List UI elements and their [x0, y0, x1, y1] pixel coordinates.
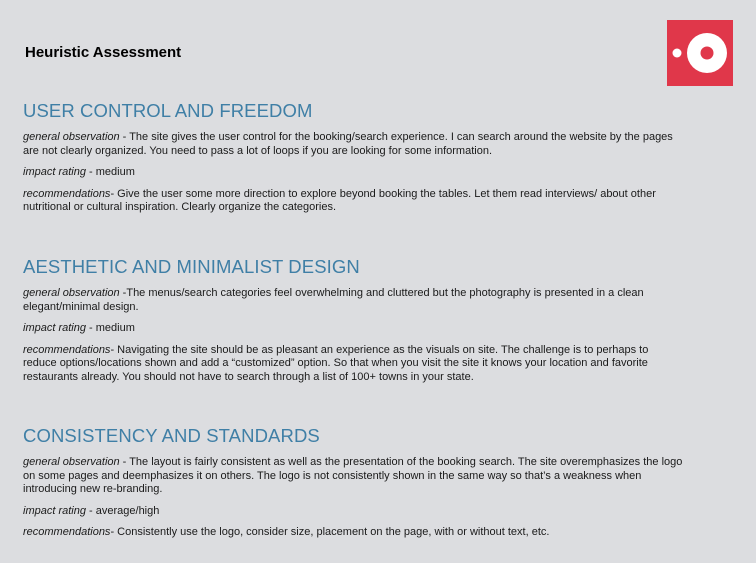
- recommendations-text: - Consistently use the logo, consider size, placement on the page, with or without text, etc.: [110, 526, 550, 539]
- impact-rating: [23, 166, 683, 180]
- impact-label: impact rating: [23, 166, 86, 179]
- observation-text: -The menus/search categories feel overwhelming and cluttered but the photography is presented in a clean elegant/minimal design.: [23, 287, 644, 313]
- impact-text: - average/high: [85, 504, 160, 517]
- recommendations-text: - Navigating the site should be as pleasant an experience as the visuals on site. The challenge is to perhaps to reduce options/locations shown and add a “customized” option. So that when you visit the site it knows your location and favorite restaurants already. You should not have to search through a list of 100+ towns in your state.: [23, 343, 649, 383]
- impact-label: impact rating: [23, 322, 86, 335]
- recommendations-text: - Give the user some more direction to explore beyond booking the tables. Let them read interviews/ about other nutritional or cultural inspiration. Clearly organize the categories.: [23, 187, 656, 214]
- observation-label: general observation: [23, 456, 120, 468]
- section-heading: USER CONTROL AND FREEDOM: [23, 100, 313, 121]
- impact-text: - medium: [85, 322, 135, 335]
- general-observation: [23, 131, 683, 158]
- section-user-control: [23, 100, 683, 223]
- recommendations: [23, 344, 683, 385]
- observation-label: general observation: [23, 287, 120, 299]
- section-heading: CONSISTENCY AND STANDARDS: [23, 425, 320, 446]
- impact-rating: [23, 322, 683, 336]
- recommendations: [23, 188, 683, 215]
- recommendations: [23, 526, 683, 540]
- recommendations-label: recommendations: [23, 343, 111, 356]
- record-logo-icon: [667, 20, 733, 86]
- observation-label: general observation: [23, 131, 120, 143]
- section-aesthetic-design: [23, 256, 683, 393]
- observation-text: - The site gives the user control for the booking/search experience. I can search around the website by the pages are not clearly organized. You need to pass a lot of loops if you are looking for some information.: [23, 131, 673, 157]
- impact-text: - medium: [85, 166, 135, 179]
- section-consistency-standards: [23, 425, 683, 548]
- page-title: Heuristic Assessment: [25, 44, 182, 61]
- section-heading: AESTHETIC AND MINIMALIST DESIGN: [23, 256, 360, 277]
- recommendations-label: recommendations: [23, 526, 111, 539]
- general-observation: [23, 456, 683, 497]
- impact-label: impact rating: [23, 504, 86, 517]
- observation-text: - The layout is fairly consistent as well as the presentation of the booking search. The site overemphasizes the logo on some pages and deemphasizes it on others. The logo is not consistently shown in the same way so that’s a weakness when introducing new re-branding.: [23, 456, 683, 496]
- general-observation: [23, 287, 683, 314]
- recommendations-label: recommendations: [23, 187, 111, 200]
- impact-rating: [23, 505, 683, 519]
